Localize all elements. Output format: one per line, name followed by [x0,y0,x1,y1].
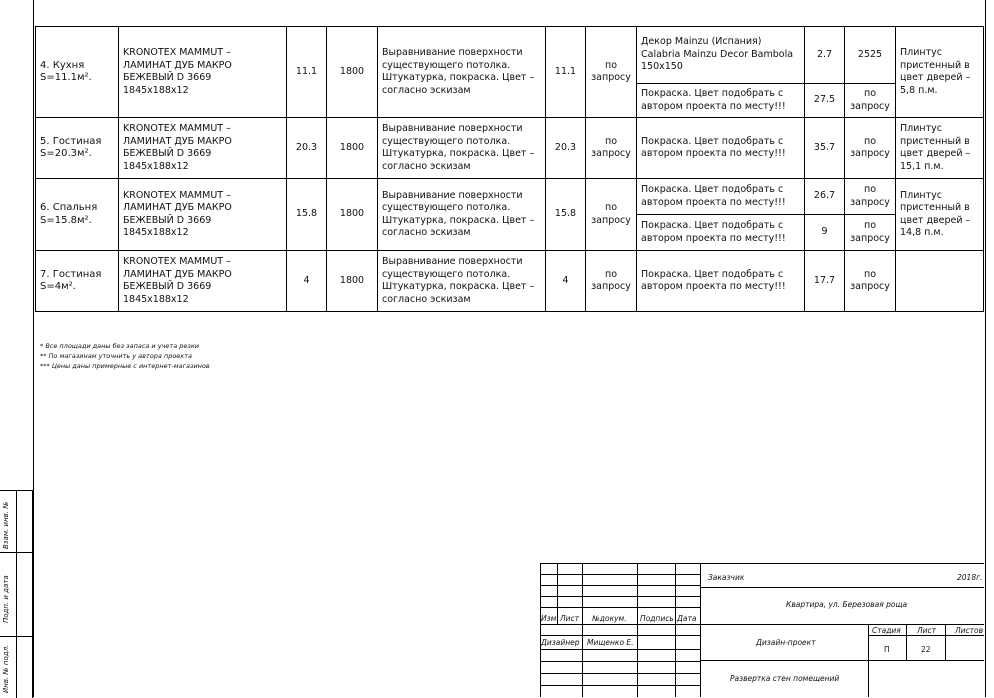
table-row [36,118,984,179]
floor-price-cell: 1800 [327,179,378,251]
sheets-label: Листов [955,626,984,635]
customer-label: Заказчик [708,573,745,582]
floor-price-cell: 1800 [327,118,378,179]
ceiling-finish-cell: Выравнивание поверхности существующего потолка. Штукатурка, покраска. Цвет – согласно эскизам [378,118,546,179]
ceiling-finish-cell: Выравнивание поверхности существующего потолка. Штукатурка, покраска. Цвет – согласно эскизам [378,251,546,312]
ceiling-area-cell: 15.8 [546,179,586,251]
col-sheet-label: Лист [560,614,580,623]
wall-finish-cell: Покраска. Цвет подобрать с автором проекта по месту!!! [637,251,805,312]
ceiling-price-cell: по запросу [586,179,637,251]
ceiling-finish-cell: Выравнивание поверхности существующего потолка. Штукатурка, покраска. Цвет – согласно эскизам [378,179,546,251]
stage-label: Стадия [872,626,901,635]
replace-inv-label: Взам. инв. № [2,501,10,549]
wall-area-cell: 35.7 [805,118,845,179]
wall-price-cell: по запросу [845,118,896,179]
footnote: ** По магазинам уточнить у автора проекта [40,352,192,360]
wall-finish-cell: Покраска. Цвет подобрать с автором проекта по месту!!! [637,215,805,251]
drawing-title: Развертка стен помещений [730,674,840,683]
wall-price-cell: 2525 [845,27,896,84]
col-doc-label: №докум. [592,614,627,623]
wall-price-cell: по запросу [845,251,896,312]
col-change-label: Изм. [541,614,559,623]
wall-price-cell: по запросу [845,179,896,215]
room-cell: 4. Кухня S=11.1м². [36,27,119,118]
wall-price-cell: по запросу [845,215,896,251]
floor-material-cell: KRONOTEX MAMMUT – ЛАМИНАТ ДУБ МАКРО БЕЖЕВЫЙ D 3669 1845x188x12 [119,179,287,251]
wall-finish-cell: Покраска. Цвет подобрать с автором проекта по месту!!! [637,179,805,215]
room-cell: 7. Гостиная S=4м². [36,251,119,312]
ceiling-price-cell: по запросу [586,251,637,312]
table-row [36,251,984,312]
wall-finish-cell: Декор Mainzu (Испания) Calabria Mainzu Decor Bambola 150x150 [637,27,805,84]
floor-material-cell: KRONOTEX MAMMUT – ЛАМИНАТ ДУБ МАКРО БЕЖЕВЫЙ D 3669 1845x188x12 [119,27,287,118]
wall-finish-cell: Покраска. Цвет подобрать с автором проекта по месту!!! [637,84,805,118]
wall-area-cell: 9 [805,215,845,251]
object-name: Квартира, ул. Березовая роща [786,600,908,609]
floor-material-cell: KRONOTEX MAMMUT – ЛАМИНАТ ДУБ МАКРО БЕЖЕВЫЙ D 3669 1845x188x12 [119,251,287,312]
col-date-label: Дата [677,614,697,623]
wall-finish-cell: Покраска. Цвет подобрать с автором проекта по месту!!! [637,118,805,179]
wall-area-cell: 26.7 [805,179,845,215]
title-block [540,563,984,697]
side-stamp [0,490,33,698]
plinth-cell [896,251,984,312]
table-row [36,179,984,215]
inv-orig-label: Инв. № подл. [2,644,10,693]
room-cell: 6. Спальня S=15.8м². [36,179,119,251]
floor-area-cell: 15.8 [287,179,327,251]
sign-date-label: Подп. и дата [2,575,10,623]
year-label: 2018г. [957,573,983,582]
wall-area-cell: 27.5 [805,84,845,118]
ceiling-area-cell: 11.1 [546,27,586,118]
sheet-label: Лист [917,626,937,635]
floor-price-cell: 1800 [327,251,378,312]
floor-material-cell: KRONOTEX MAMMUT – ЛАМИНАТ ДУБ МАКРО БЕЖЕВЫЙ D 3669 1845x188x12 [119,118,287,179]
footnote: * Все площади даны без запаса и учета резки [40,342,199,350]
wall-price-cell: по запросу [845,84,896,118]
footnotes [40,341,210,371]
floor-area-cell: 4 [287,251,327,312]
project-type: Дизайн-проект [756,638,816,647]
footnote: *** Цены даны примерные с интернет-магазинов [40,362,210,370]
wall-area-cell: 17.7 [805,251,845,312]
ceiling-area-cell: 4 [546,251,586,312]
room-cell: 5. Гостиная S=20.3м². [36,118,119,179]
plinth-cell: Плинтус пристенный в цвет дверей – 14,8 п.м. [896,179,984,251]
stage-value: П [884,645,890,654]
frame-right-border [985,0,986,697]
designer-name: Мищенко Е. [587,638,634,647]
floor-price-cell: 1800 [327,27,378,118]
plinth-cell: Плинтус пристенный в цвет дверей – 5,8 п.м. [896,27,984,118]
col-sign-label: Подпись [640,614,674,623]
sheet-value: 22 [921,645,931,654]
frame-top-border [33,0,34,697]
ceiling-price-cell: по запросу [586,27,637,118]
table-row [36,27,984,84]
floor-area-cell: 20.3 [287,118,327,179]
ceiling-price-cell: по запросу [586,118,637,179]
ceiling-area-cell: 20.3 [546,118,586,179]
wall-area-cell: 2.7 [805,27,845,84]
finish-spec-table [35,26,984,312]
ceiling-finish-cell: Выравнивание поверхности существующего потолка. Штукатурка, покраска. Цвет – согласно эскизам [378,27,546,118]
floor-area-cell: 11.1 [287,27,327,118]
designer-label: Дизайнер [541,638,580,647]
plinth-cell: Плинтус пристенный в цвет дверей – 15,1 п.м. [896,118,984,179]
